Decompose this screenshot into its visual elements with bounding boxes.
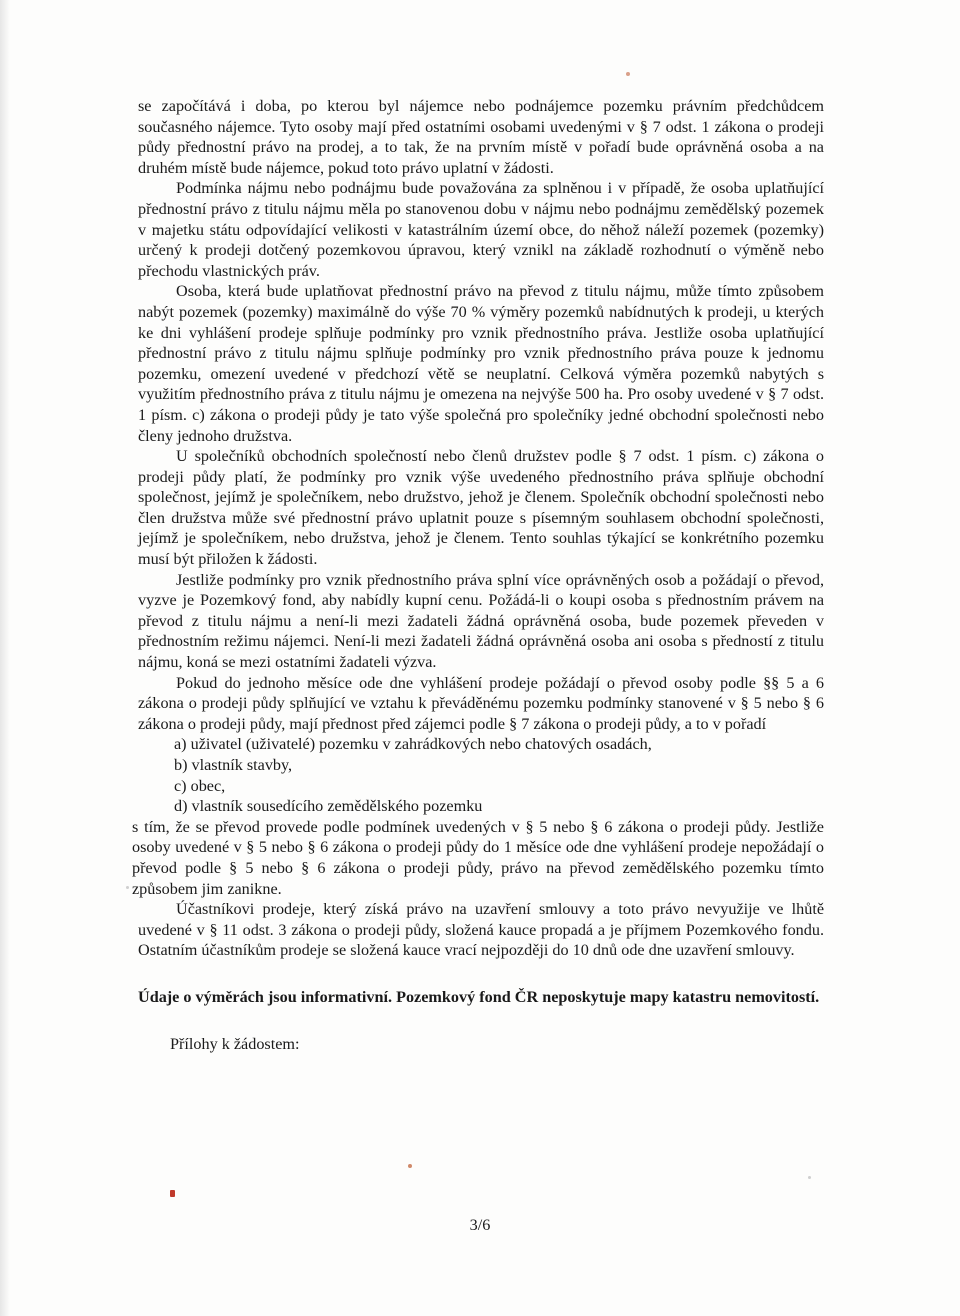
attachments-heading: Přílohy k žádostem:: [170, 1034, 300, 1053]
bold-notice: Údaje o výměrách jsou informativní. Pozemkový fond ČR neposkytuje mapy katastru nemovitostí.: [138, 987, 820, 1006]
scan-speck: [408, 1164, 412, 1168]
priority-list: [138, 734, 824, 816]
scan-speck: [170, 1190, 175, 1197]
scan-speck: [808, 1176, 811, 1179]
list-item-d: d) vlastník sousedícího zemědělského pozemku: [174, 797, 483, 816]
paragraph-3: Osoba, která bude uplatňovat přednostní právo na převod z titulu nájmu, může tímto způsobem nabýt pozemek (pozemky) maximálně do výše 70 % výměry pozemků nabídnutých k prodeji, u kterých ke dni vyhlášení prodeje splňuje podmínky pro vznik přednostního práva. Jestliže osoba uplatňující přednostní právo z titulu nájmu splňuje podmínky pro vznik přednostního práva pouze k jednomu pozemku, omezení uvedené v předchozí větě se neuplatní. Celková výměra pozemků nabytých s využitím přednostního práva z titulu nájmu je omezena na nejvýše 500 ha. Pro osoby uvedené v § 7 odst. 1 písm. c) zákona o prodeji půdy je tato výše společná pro společníky jedné obchodní společnosti nebo členy jednoho družstva.: [138, 282, 824, 445]
scan-speck: [126, 886, 129, 889]
paragraph-1: se započítává i doba, po kterou byl nájemce nebo podnájemce pozemku právním předchůdcem současného nájemce. Tyto osoby mají před ostatními osobami uvedenými v § 7 odst. 1 zákona o prodeji půdy přednostní právo na prodej, a to tak, že na prvním místě v pořadí bude oprávněná osoba a na druhém místě bude nájemce, pokud toto právo uplatní v žádosti.: [138, 97, 824, 177]
paragraph-7: s tím, že se převod provede podle podmínek uvedených v § 5 nebo § 6 zákona o prodeji půdy. Jestliže osoby uvedené v § 5 nebo § 6 zákona o prodeji půdy do 1 měsíce ode dne vyhlášení prodeje nepožádají o převod podle § 5 nebo § 6 zákona o prodeji půdy, právo na převod zemědělského pozemku tímto způsobem jim zanikne.: [132, 817, 824, 898]
list-item-c: c) obec,: [174, 776, 226, 795]
page-number: 3/6: [469, 1216, 491, 1234]
paragraph-6: Pokud do jednoho měsíce ode dne vyhlášení prodeje požádají o převod osoby podle §§ 5 a 6 zákona o prodeji půdy splňující ve vztahu k převáděnému pozemku podmínky stanovené v § 5 nebo § 6 zákona o prodeji půdy, mají přednost před zájemci podle § 7 zákona o prodeji půdy, a to v pořadí: [138, 673, 824, 733]
document-body: [132, 96, 824, 1054]
list-item-b: b) vlastník stavby,: [174, 756, 293, 774]
paragraph-5: Jestliže podmínky pro vznik přednostního práva splní více oprávněných osob a požádají o převod, vyzve je Pozemkový fond, aby nabídly kupní cenu. Požádá-li o koupi osoba s přednostním právem na převod z titulu nájmu a není-li mezi žadateli žádná oprávněná osoba, bude pozemek převeden v přednostním režimu nájemci. Není-li mezi žadateli žádná oprávněná osoba ani osoba s předností z titulu nájmu, koná se mezi ostatními žadateli výzva.: [138, 570, 824, 672]
paragraph-4: U společníků obchodních společností nebo členů družstev podle § 7 odst. 1 písm. c) zákona o prodeji půdy platí, že podmínky pro vznik výše uvedeného přednostního práva splňuje obchodní společnost, jejímž je společníkem, nebo družstvo, jehož je členem. Společník obchodní společnosti nebo člen družstva může své přednostní právo uplatnit pouze s písemným souhlasem obchodní společnosti, jejímž je společníkem, nebo družstva, jehož je členem. Tento souhlas týkající se konkrétního pozemku musí být přiložen k žádosti.: [138, 447, 824, 569]
paragraph-2: Podmínka nájmu nebo podnájmu bude považována za splněnou i v případě, že osoba uplatňující přednostní právo z titulu nájmu měla po stanovenou dobu v nájmu nebo podnájmu zemědělský pozemek v majetku státu odpovídající velikosti v katastrálním území obce, do něhož náleží pozemek (pozemky) určený k prodeji dotčený pozemkovou úpravou, který vznikl na základě rozhodnutí o výměně nebo přechodu vlastnických práv.: [138, 179, 824, 280]
scan-speck: [626, 72, 630, 76]
list-item-a: a) uživatel (uživatelé) pozemku v zahrádkových nebo chatových osadách,: [174, 735, 652, 754]
paragraph-8: Účastníkovi prodeje, který získá právo na uzavření smlouvy a toto právo nevyužije ve lhůtě uvedené v § 11 odst. 3 zákona o prodeji půdy, složená kauce propadá a je příjmem Pozemkového fondu. Ostatním účastníkům prodeje se složená kauce vrací nejpozději do 10 dnů ode dne uzavření smlouvy.: [138, 900, 824, 960]
